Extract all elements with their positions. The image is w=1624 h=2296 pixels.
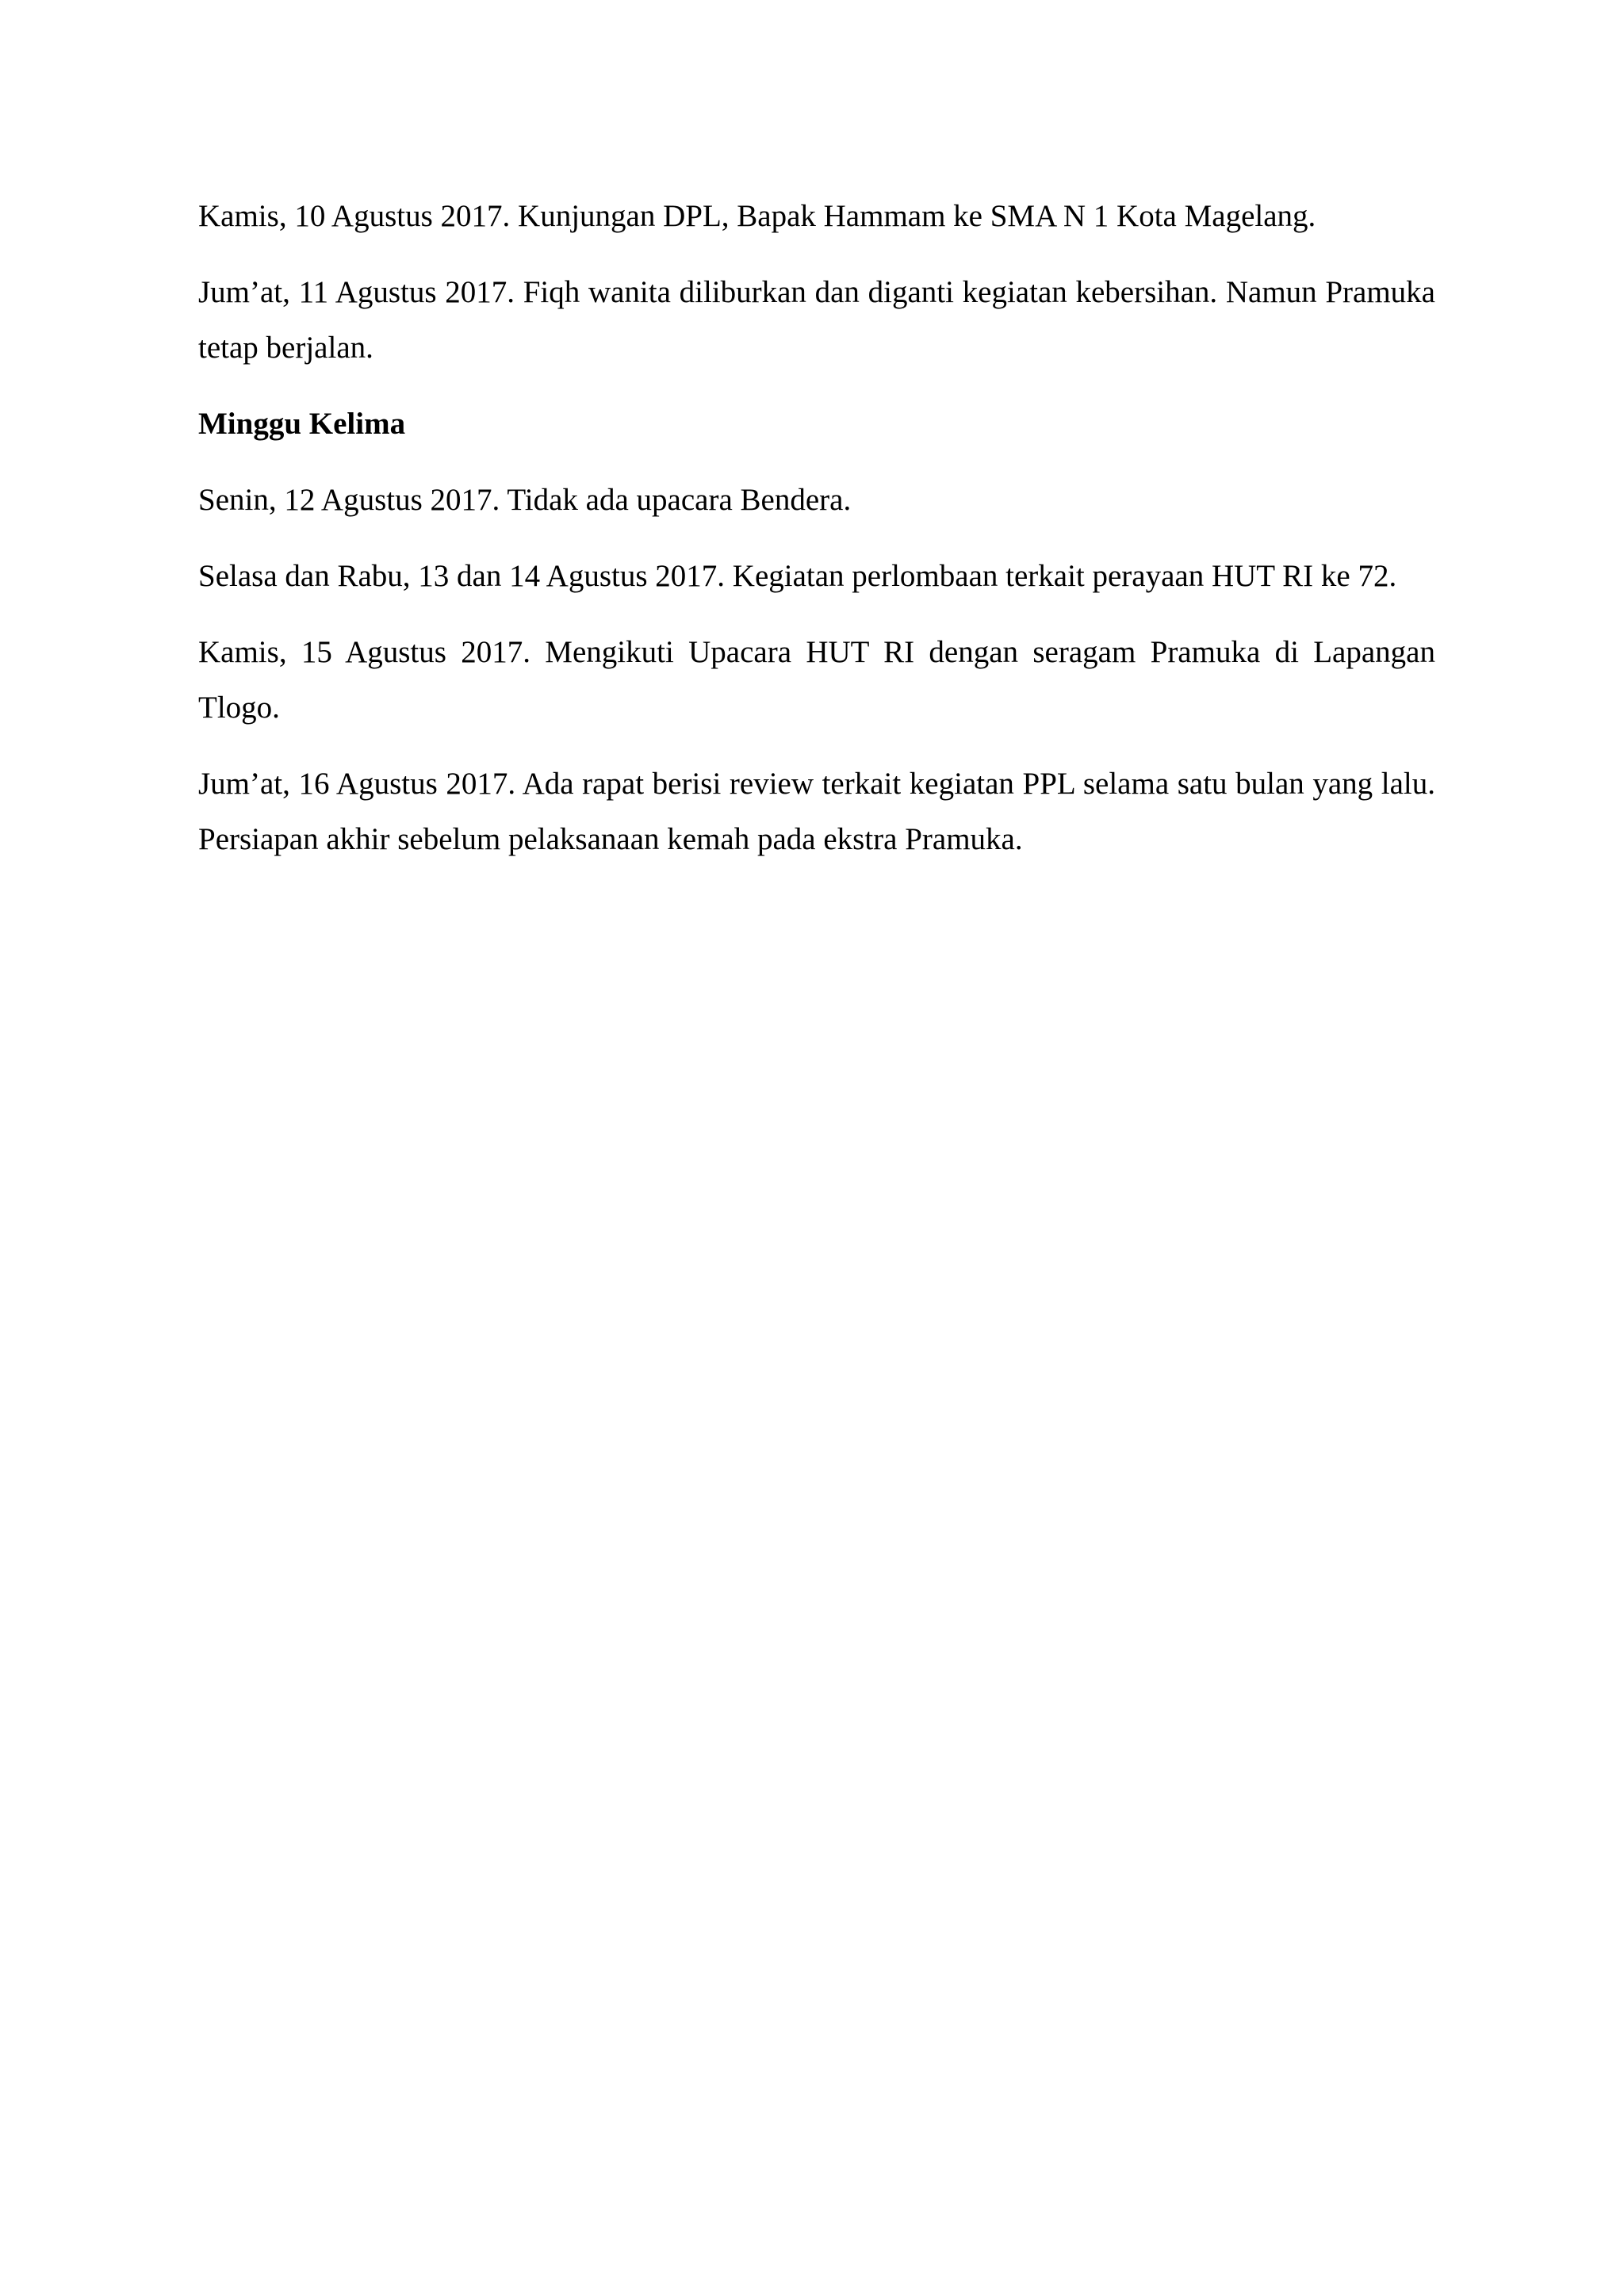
paragraph-kamis-15: Kamis, 15 Agustus 2017. Mengikuti Upacara HUT RI dengan seragam Pramuka di Lapangan Tlogo. [198, 635, 1435, 725]
paragraph-selasa-rabu-13-14: Selasa dan Rabu, 13 dan 14 Agustus 2017. Kegiatan perlombaan terkait perayaan HUT RI ke 72. [198, 559, 1397, 593]
paragraph-jumat-16: Jum’at, 16 Agustus 2017. Ada rapat berisi review terkait kegiatan PPL selama satu bulan yang lalu. Persiapan akhir sebelum pelaksanaan kemah pada ekstra Pramuka. [198, 767, 1435, 856]
paragraph-senin-12: Senin, 12 Agustus 2017. Tidak ada upacara Bendera. [198, 483, 852, 517]
document-body [198, 189, 1435, 888]
section-heading: Minggu Kelima [198, 407, 406, 441]
paragraph-kamis-10: Kamis, 10 Agustus 2017. Kunjungan DPL, Bapak Hammam ke SMA N 1 Kota Magelang. [198, 199, 1316, 233]
paragraph-jumat-11: Jum’at, 11 Agustus 2017. Fiqh wanita diliburkan dan diganti kegiatan kebersihan. Namun Pramuka tetap berjalan. [198, 275, 1435, 365]
